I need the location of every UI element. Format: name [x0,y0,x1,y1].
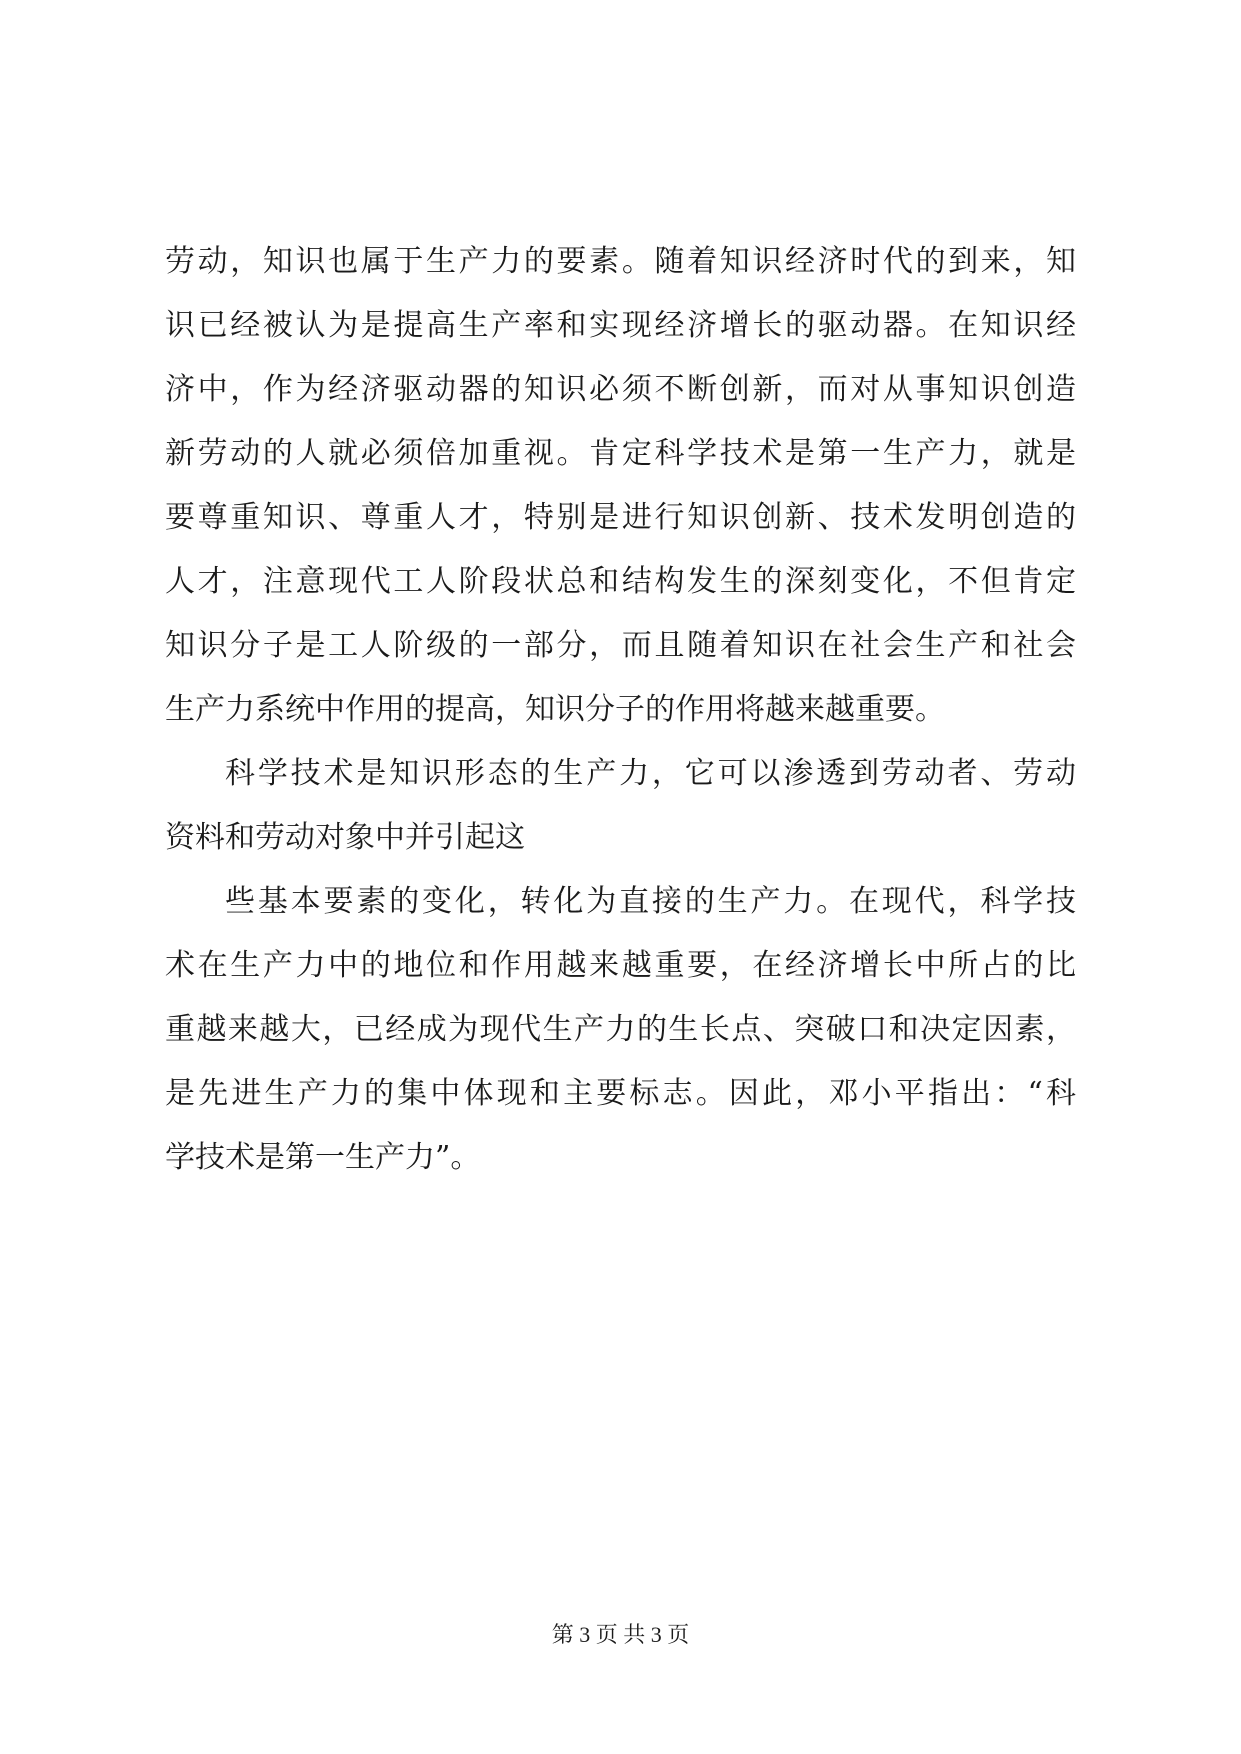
text-line: 济中，作为经济驱动器的知识必须不断创新，而对从事知识创造 [165,372,1076,407]
paragraph-1 [165,230,1076,742]
text-line: 是先进生产力的集中体现和主要标志。因此，邓小平指出：“科 [165,1076,1076,1111]
page-number-footer: 第 3 页 共 3 页 [551,1622,690,1647]
paragraph-2 [165,742,1076,870]
text-line: 知识分子是工人阶级的一部分，而且随着知识在社会生产和社会 [165,628,1076,663]
text-line: 科学技术是知识形态的生产力，它可以渗透到劳动者、劳动 [225,756,1076,791]
text-line: 重越来越大，已经成为现代生产力的生长点、突破口和决定因素， [165,1012,1076,1047]
text-line: 劳动，知识也属于生产力的要素。随着知识经济时代的到来，知 [165,244,1076,279]
text-line: 要尊重知识、尊重人才，特别是进行知识创新、技术发明创造的 [165,500,1076,535]
text-line: 些基本要素的变化，转化为直接的生产力。在现代，科学技 [225,884,1076,919]
text-line: 资料和劳动对象中并引起这 [165,820,525,855]
paragraph-3 [165,870,1076,1190]
document-body [165,230,1076,1190]
text-line: 人才，注意现代工人阶段状总和结构发生的深刻变化，不但肯定 [165,564,1076,599]
text-line: 学技术是第一生产力”。 [165,1140,481,1175]
text-line: 生产力系统中作用的提高，知识分子的作用将越来越重要。 [165,692,945,727]
text-line: 新劳动的人就必须倍加重视。肯定科学技术是第一生产力，就是 [165,436,1076,471]
text-line: 识已经被认为是提高生产率和实现经济增长的驱动器。在知识经 [165,308,1076,343]
text-line: 术在生产力中的地位和作用越来越重要，在经济增长中所占的比 [165,948,1076,983]
